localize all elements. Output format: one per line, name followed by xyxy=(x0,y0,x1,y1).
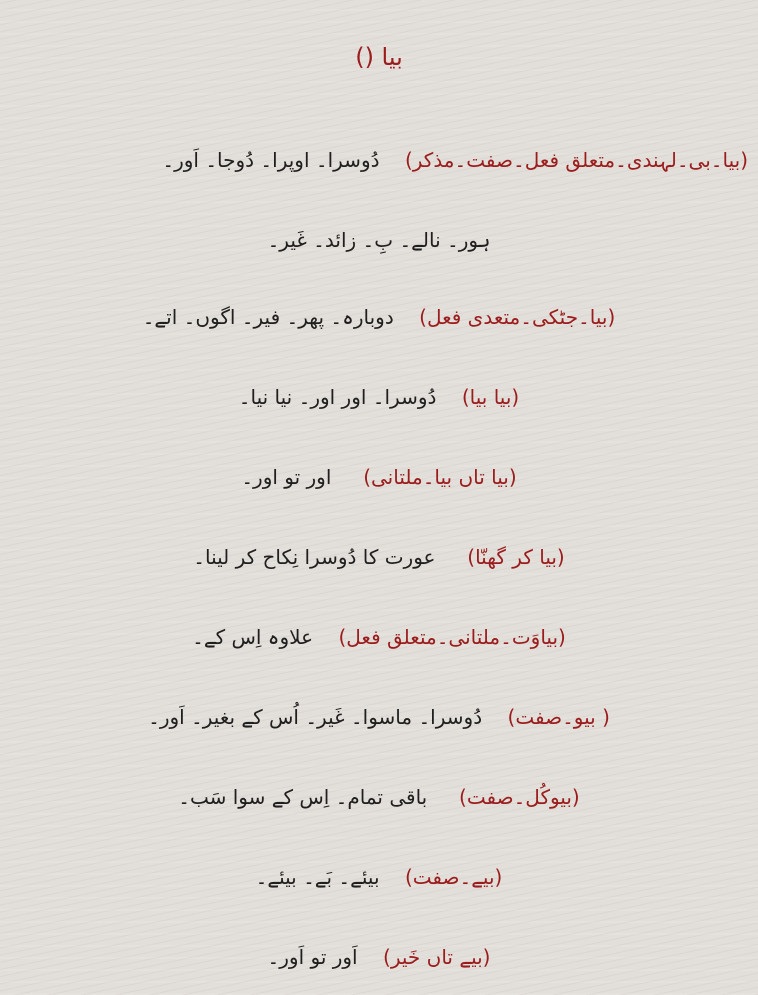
entry-headword: ( بیو۔صفت) xyxy=(507,705,610,729)
entry-definition: دوبارہ۔ پھر۔ فیر۔ اگوں۔ اتے۔ xyxy=(142,305,394,329)
entry-headword: (بیے۔صفت) xyxy=(404,865,503,889)
entry-headword: (بیا۔جٹکی۔متعدی فعل) xyxy=(419,305,616,329)
entry-7 xyxy=(0,617,758,657)
entry-8 xyxy=(0,697,758,737)
entry-1 xyxy=(0,140,758,180)
entry-11 xyxy=(0,937,758,977)
entry-headword: (بیا بیا) xyxy=(461,385,520,409)
entry-headword: (بیوکُل۔صفت) xyxy=(459,785,580,809)
entry-definition: عورت کا دُوسرا نِکاح کر لینا۔ xyxy=(193,545,436,569)
entry-definition: دُوسرا۔ اوپرا۔ دُوجا۔ اَور۔ xyxy=(162,148,380,172)
entry-definition: دُوسرا۔ ماسوا۔ غَیر۔ اُس کے بغیر۔ اَور۔ xyxy=(148,705,483,729)
entry-4 xyxy=(0,377,758,417)
entry-10 xyxy=(0,857,758,897)
entry-headword: (بیا تاں بیا۔ملتانی) xyxy=(363,465,517,489)
entry-definition: دُوسرا۔ اور اور۔ نیا نیا۔ xyxy=(238,385,437,409)
entry-5 xyxy=(0,457,758,497)
entry-definition: اور تو اور۔ xyxy=(241,465,332,489)
entry-definition: علاوہ اِس کے۔ xyxy=(192,625,314,649)
entry-definition: باقی تمام۔ اِس کے سوا سَب۔ xyxy=(178,785,428,809)
entry-definition: ہور۔ نالے۔ بِ۔ زائد۔ غَیر۔ xyxy=(267,228,491,252)
entry-definition: اَور تو اَور۔ xyxy=(267,945,358,969)
entry-headword: (بیے تاں خَیر) xyxy=(383,945,491,969)
entry-3 xyxy=(0,297,758,337)
entry-headword: (بیا۔بی۔لہندی۔متعلق فعل۔صفت۔مذکر) xyxy=(404,148,748,172)
entry-headword: (بیا کر گھنّا) xyxy=(467,545,565,569)
page-title: بیا () xyxy=(355,43,403,71)
entry-definition: بیئے۔ بَے۔ بیئے۔ xyxy=(255,865,380,889)
entry-9 xyxy=(0,777,758,817)
entry-2 xyxy=(0,220,758,260)
entry-headword: (بیاوَت۔ملتانی۔متعلق فعل) xyxy=(338,625,566,649)
entry-6 xyxy=(0,537,758,577)
